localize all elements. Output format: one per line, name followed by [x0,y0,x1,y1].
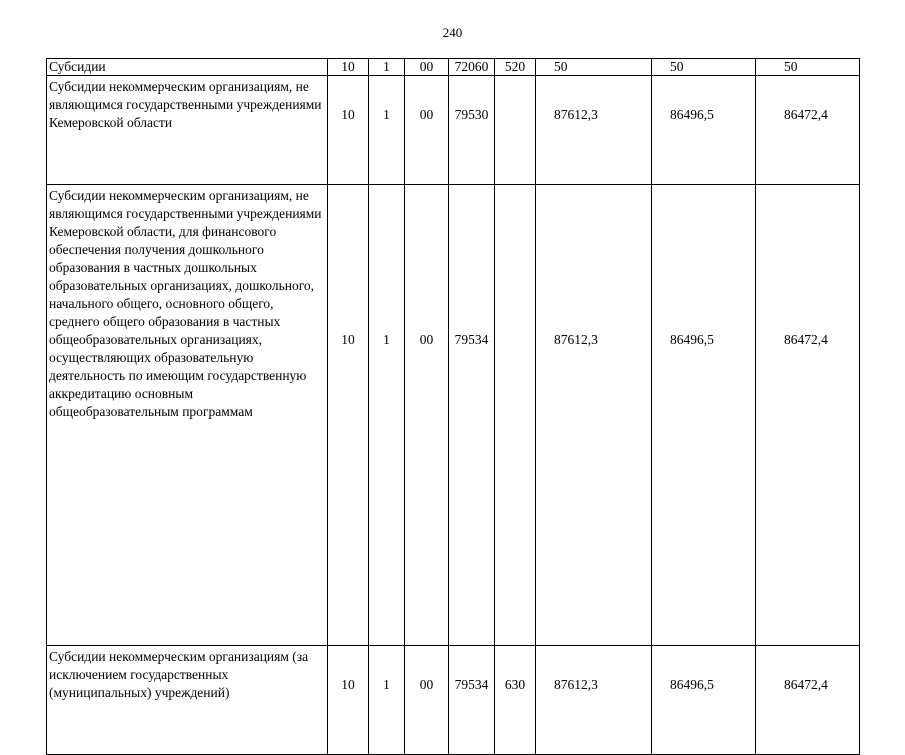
code-cell: 72060 [449,59,495,76]
year3-amount-cell: 50 [756,59,860,76]
year1-amount-cell: 87612,3 [536,646,652,755]
expense-name-cell: Субсидии некоммерческим организациям, не являющимся государственными учреждениями Кемеровской области [47,76,328,185]
section-cell: 10 [328,185,369,646]
code-cell: 79530 [449,76,495,185]
expense-type-cell: 630 [495,646,536,755]
year1-amount-cell: 50 [536,59,652,76]
year3-amount-cell: 86472,4 [756,646,860,755]
year3-amount-cell: 86472,4 [756,76,860,185]
year2-amount-cell: 86496,5 [652,185,756,646]
table-row [47,646,860,755]
page-number: 240 [442,25,463,40]
expense-name-cell: Субсидии некоммерческим организациям, не являющимся государственными учреждениями Кемеровской области, для финансового обеспечения получения дошкольного образования в частных дошкольных образовательных организациях, дошкольного, начального общего, основного общего, среднего общего образования в частных общеобразовательных организациях, осуществляющих образовательную деятельность по имеющим государственную аккредитацию основным общеобразовательным программам [47,185,328,646]
program-cell: 00 [405,185,449,646]
program-cell: 00 [405,76,449,185]
expense-type-cell [495,185,536,646]
subsection-cell: 1 [369,185,405,646]
year1-amount-cell: 87612,3 [536,76,652,185]
code-cell: 79534 [449,185,495,646]
year2-amount-cell: 86496,5 [652,76,756,185]
expense-type-cell [495,76,536,185]
year1-amount-cell: 87612,3 [536,185,652,646]
section-cell: 10 [328,76,369,185]
program-cell: 00 [405,646,449,755]
year3-amount-cell: 86472,4 [756,185,860,646]
section-cell: 10 [328,59,369,76]
subsection-cell: 1 [369,646,405,755]
year2-amount-cell: 86496,5 [652,646,756,755]
table-row [47,76,860,185]
table-row [47,185,860,646]
subsection-cell: 1 [369,76,405,185]
expense-name-cell: Субсидии некоммерческим организациям (за исключением государственных (муниципальных) учреждений) [47,646,328,755]
program-cell: 00 [405,59,449,76]
year2-amount-cell: 50 [652,59,756,76]
budget-table [46,58,860,755]
section-cell: 10 [328,646,369,755]
subsection-cell: 1 [369,59,405,76]
expense-name-cell: Субсидии [47,59,328,76]
code-cell: 79534 [449,646,495,755]
expense-type-cell: 520 [495,59,536,76]
table-row [47,59,860,76]
